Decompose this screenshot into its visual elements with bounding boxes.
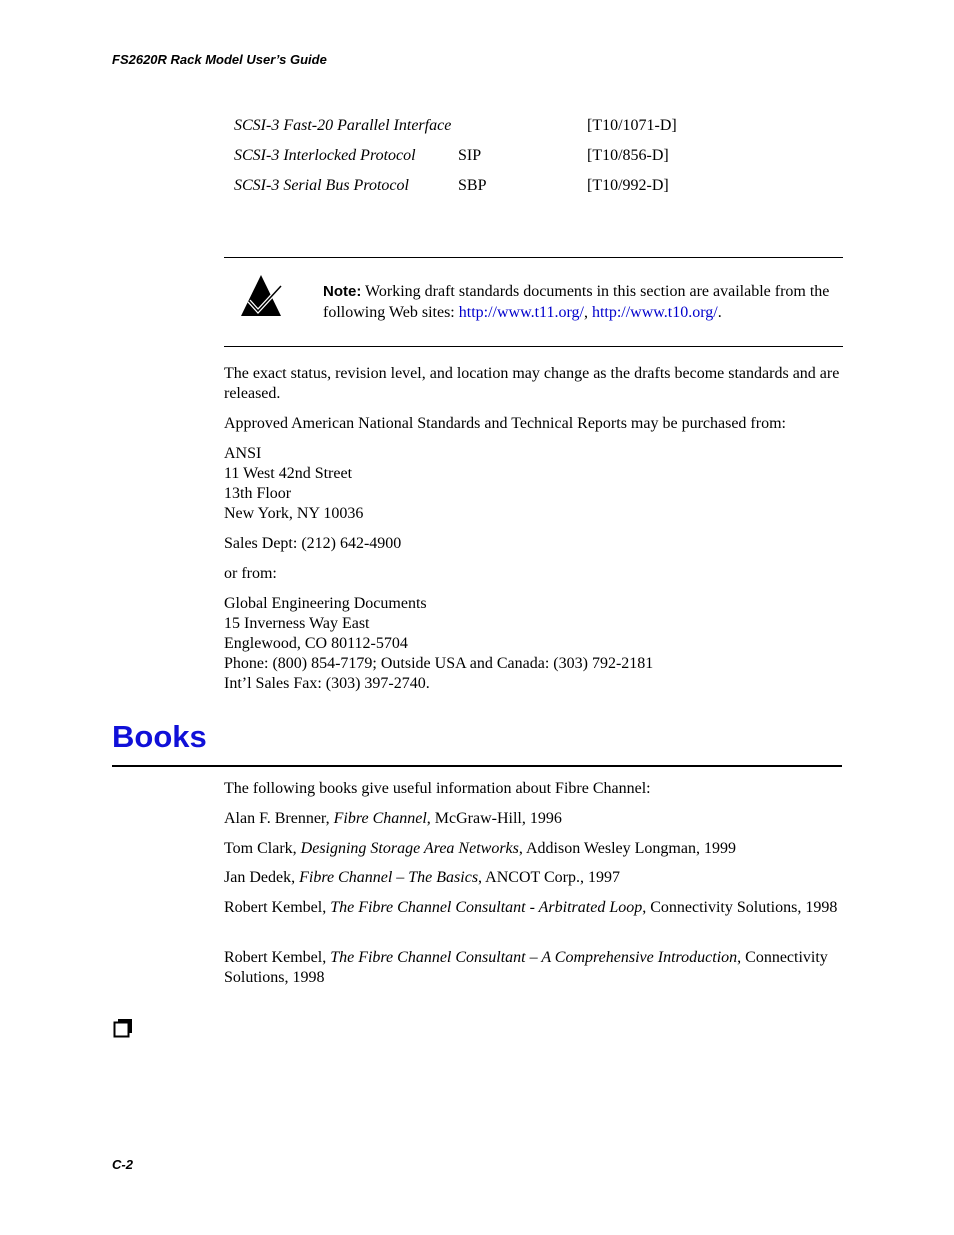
address-line: Int’l Sales Fax: (303) 397-2740. <box>224 675 430 692</box>
standard-title: SCSI-3 Serial Bus Protocol <box>234 177 409 194</box>
books-heading-rule <box>112 765 842 767</box>
note-top-rule <box>224 257 843 258</box>
table-row <box>234 176 844 206</box>
address-line: 11 West 42nd Street <box>224 465 353 482</box>
address-line: ANSI <box>224 445 262 462</box>
address-line: 15 Inverness Way East <box>224 615 370 632</box>
books-intro: The following books give useful information about Fibre Channel: <box>224 780 651 797</box>
standard-abbr: SIP <box>458 147 482 164</box>
note-text <box>323 281 843 323</box>
book-title: The Fibre Channel Consultant - Arbitrated Loop <box>330 899 643 916</box>
note-body: Working draft standards documents in this section are available from the following Web sites: <box>323 283 830 321</box>
note-check-icon <box>240 274 284 318</box>
table-row <box>234 146 844 176</box>
purchase-paragraph: Approved American National Standards and Technical Reports may be purchased from: <box>224 415 786 432</box>
page-number: C-2 <box>112 1157 133 1172</box>
list-item: Tom Clark, Designing Storage Area Networks, Addison Wesley Longman, 1999 <box>224 840 736 857</box>
address-line: Global Engineering Documents <box>224 595 427 612</box>
standard-title: SCSI-3 Interlocked Protocol <box>234 147 416 164</box>
note-bottom-rule <box>224 346 843 347</box>
standard-abbr: SBP <box>458 177 487 194</box>
note-separator: , <box>583 304 592 321</box>
end-of-chapter-box-icon <box>113 1018 133 1038</box>
address-line: Phone: (800) 854-7179; Outside USA and Canada: (303) 792-2181 <box>224 655 654 672</box>
standards-table <box>234 116 844 206</box>
list-item: Robert Kembel, The Fibre Channel Consultant – A Comprehensive Introduction, Connectivity Solutions, 1998 <box>224 949 828 986</box>
note-label: Note: <box>323 283 362 300</box>
address-line: Englewood, CO 80112-5704 <box>224 635 408 652</box>
list-item: Robert Kembel, The Fibre Channel Consultant - Arbitrated Loop, Connectivity Solutions, 1998 <box>224 899 838 916</box>
list-item: Jan Dedek, Fibre Channel – The Basics, ANCOT Corp., 1997 <box>224 869 620 886</box>
books-heading: Books <box>112 719 207 754</box>
note-end: . <box>717 304 722 321</box>
standard-code: [T10/992-D] <box>587 177 669 194</box>
book-title: Fibre Channel – The Basics <box>299 869 479 886</box>
list-item: Alan F. Brenner, Fibre Channel, McGraw-Hill, 1996 <box>224 810 562 827</box>
book-title: Fibre Channel <box>333 810 427 827</box>
running-head: FS2620R Rack Model User’s Guide <box>112 52 327 67</box>
book-title: Designing Storage Area Networks <box>300 840 519 857</box>
or-from: or from: <box>224 565 277 582</box>
address-line: New York, NY 10036 <box>224 505 364 522</box>
status-paragraph: The exact status, revision level, and location may change as the drafts become standards and are released. <box>224 365 840 402</box>
address-line: 13th Floor <box>224 485 292 502</box>
t10-link[interactable]: http://www.t10.org/ <box>591 304 718 321</box>
standard-code: [T10/1071-D] <box>587 117 677 134</box>
standard-code: [T10/856-D] <box>587 147 669 164</box>
ansi-address <box>224 444 844 524</box>
table-row <box>234 116 844 146</box>
standard-abbr <box>458 116 587 146</box>
book-title: The Fibre Channel Consultant – A Comprehensive Introduction <box>330 949 738 966</box>
global-address <box>224 594 844 694</box>
standard-title: SCSI-3 Fast-20 Parallel Interface <box>234 117 452 134</box>
t11-link[interactable]: http://www.t11.org/ <box>458 304 584 321</box>
sales-phone: Sales Dept: (212) 642-4900 <box>224 535 402 552</box>
